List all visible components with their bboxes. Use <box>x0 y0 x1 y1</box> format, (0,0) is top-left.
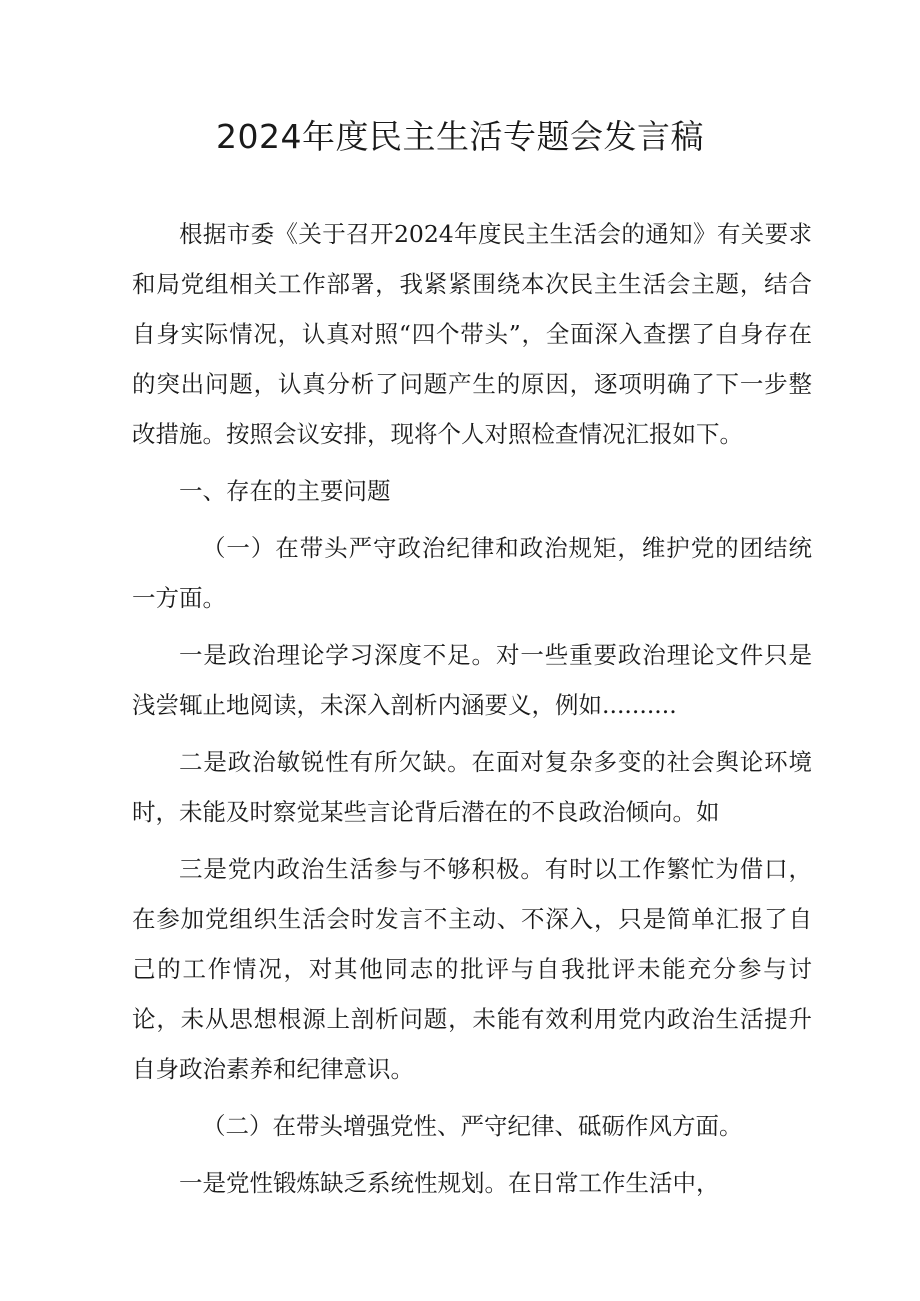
problem-paragraph-2: 二是政治敏锐性有所欠缺。在面对复杂多变的社会舆论环境时，未能及时察觉某些言论背后潜在的不良政治倾向。如 <box>132 748 812 826</box>
problem-paragraph-4: 一是党性锻炼缺乏系统性规划。在日常工作生活中， <box>179 1169 720 1197</box>
problem-paragraph-3: 三是党内政治生活参与不够积极。有时以工作繁忙为借口，在参加党组织生活会时发言不主动、不深入，只是简单汇报了自己的工作情况，对其他同志的批评与自我批评未能充分参与讨论，未从思想根源上剖析问题，未能有效利用党内政治生活提升自身政治素养和纪律意识。 <box>132 855 812 1083</box>
document-title: 2024年度民主生活专题会发言稿 <box>216 117 704 156</box>
document-body <box>132 209 812 1208</box>
subsection-heading-1: （一）在带头严守政治纪律和政治规矩，维护党的团结统一方面。 <box>132 534 812 612</box>
section-heading-problems: 一、存在的主要问题 <box>179 477 391 505</box>
intro-paragraph: 根据市委《关于召开2024年度民主生活会的通知》有关要求和局党组相关工作部署，我紧紧围绕本次民主生活会主题，结合自身实际情况，认真对照“四个带头”，全面深入查摆了自身存在的突出问题，认真分析了问题产生的原因，逐项明确了下一步整改措施。按照会议安排，现将个人对照检查情况汇报如下。 <box>132 220 812 448</box>
subsection-heading-2: （二）在带头增强党性、严守纪律、砥砺作风方面。 <box>202 1112 743 1140</box>
problem-paragraph-1: 一是政治理论学习深度不足。对一些重要政治理论文件只是浅尝辄止地阅读，未深入剖析内涵要义，例如.......... <box>132 641 812 719</box>
